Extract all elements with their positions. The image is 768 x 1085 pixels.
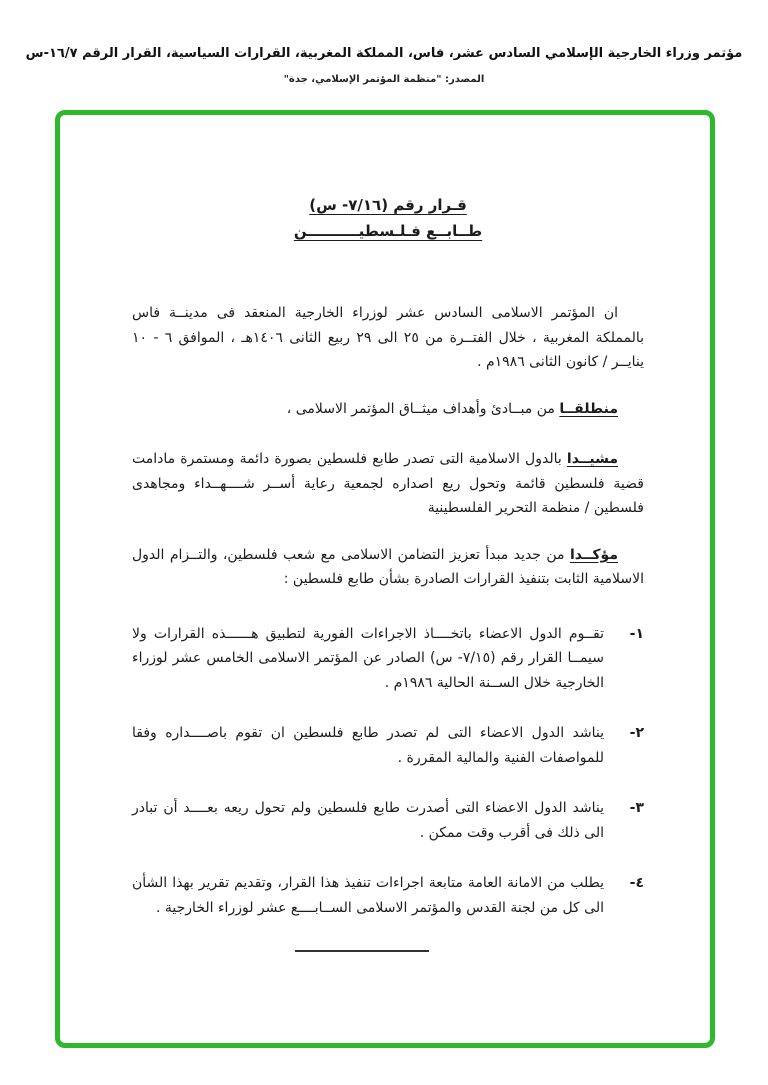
item-number: ٢- xyxy=(629,725,644,741)
paragraph-reaffirming xyxy=(132,543,644,592)
source-line: المصدر: "منظمة المؤتمر الإسلامي، جدة" xyxy=(283,74,485,85)
item-text: تقــوم الدول الاعضاء باتخــــاذ الاجراءات الفورية لتطبيق هــــــذه القرارات ولا سيمــا القرار رقم (٧/١٥- س) الصادر عن المؤتمر الاسلامى الخامس عشر لوزراء الخارجية خلال الســنة الحالية ١٩٨٦م . xyxy=(132,625,604,691)
page-header-title: مؤتمر وزراء الخارجية الإسلامي السادس عشر، فاس، المملكة المغربية، القرارات السياسية، القرار الرقم ١٦/٧-س xyxy=(25,46,743,61)
resolution-number-title: قـرار رقم (٧/١٦- س) xyxy=(309,196,467,214)
resolution-subject-title: طــابــع فـلـسطيــــــــــن xyxy=(293,222,483,240)
paragraph-lead: منطلقــا xyxy=(559,400,618,417)
paragraph-principles xyxy=(132,397,644,422)
paragraph-text: من مبــادئ وأهداف ميثــاق المؤتمر الاسلامى ، xyxy=(286,400,560,417)
paragraph-text: ان المؤتمر الاسلامى السادس عشر لوزراء الخارجية المنعقد فى مدينــة فاس بالمملكة المغربية ، خلال الفتــرة من ٢٥ الى ٢٩ ربيع الثانى ١٤٠٦هـ ، الموافق ٦ - ١٠ ينايــر / كانون الثانى ١٩٨٦م . xyxy=(132,305,645,370)
paragraph-lead: مشيــدا xyxy=(566,451,618,467)
item-number: ١- xyxy=(629,625,644,642)
paragraph-text: من جديد مبدأ تعزيز التضامن الاسلامى مع شعب فلسطين، والتــزام الدول الاسلامية الثابت بتنفيذ القرارات الصادرة بشأن طابع فلسطين : xyxy=(132,546,644,587)
item-number: ٣- xyxy=(629,800,644,816)
paragraph-commending xyxy=(132,447,644,521)
scanned-document-frame xyxy=(55,110,715,1048)
resolution-item-4 xyxy=(132,871,644,920)
resolution-item-3 xyxy=(132,796,644,845)
resolution-title-block xyxy=(132,193,644,243)
resolution-item-1 xyxy=(132,622,644,696)
paragraph-text: بالدول الاسلامية التى تصدر طابع فلسطين بصورة دائمة ومستمرة مادامت قضية فلسطين قائمة وتحول ريع اصداره لجمعية رعاية أســر شــــهــداء ومجاهدى فلسطين / منظمة التحرير الفلسطينية xyxy=(132,451,644,516)
separator-line xyxy=(295,950,429,952)
item-text: يطلب من الامانة العامة متابعة اجراءات تنفيذ هذا القرار، وتقديم تقرير بهذا الشأن الى كل من لجنة القدس والمؤتمر الاسلامى الســابــــع عشر لوزراء الخارجية . xyxy=(132,875,604,916)
item-text: يناشد الدول الاعضاء التى لم تصدر طابع فلسطين ان تقوم باصــــداره وفقا للمواصفات الفنية والمالية المقررة . xyxy=(132,725,604,766)
paragraph-lead: مؤكــدا xyxy=(569,546,618,563)
resolution-item-2 xyxy=(132,721,644,770)
scanned-document-content xyxy=(60,115,710,1043)
paragraph-preamble xyxy=(132,301,644,375)
item-number: ٤- xyxy=(629,875,644,891)
item-text: يناشد الدول الاعضاء التى أصدرت طابع فلسطين ولم تحول ريعه بعــــد أن تبادر الى ذلك فى أقرب وقت ممكن . xyxy=(132,800,604,841)
